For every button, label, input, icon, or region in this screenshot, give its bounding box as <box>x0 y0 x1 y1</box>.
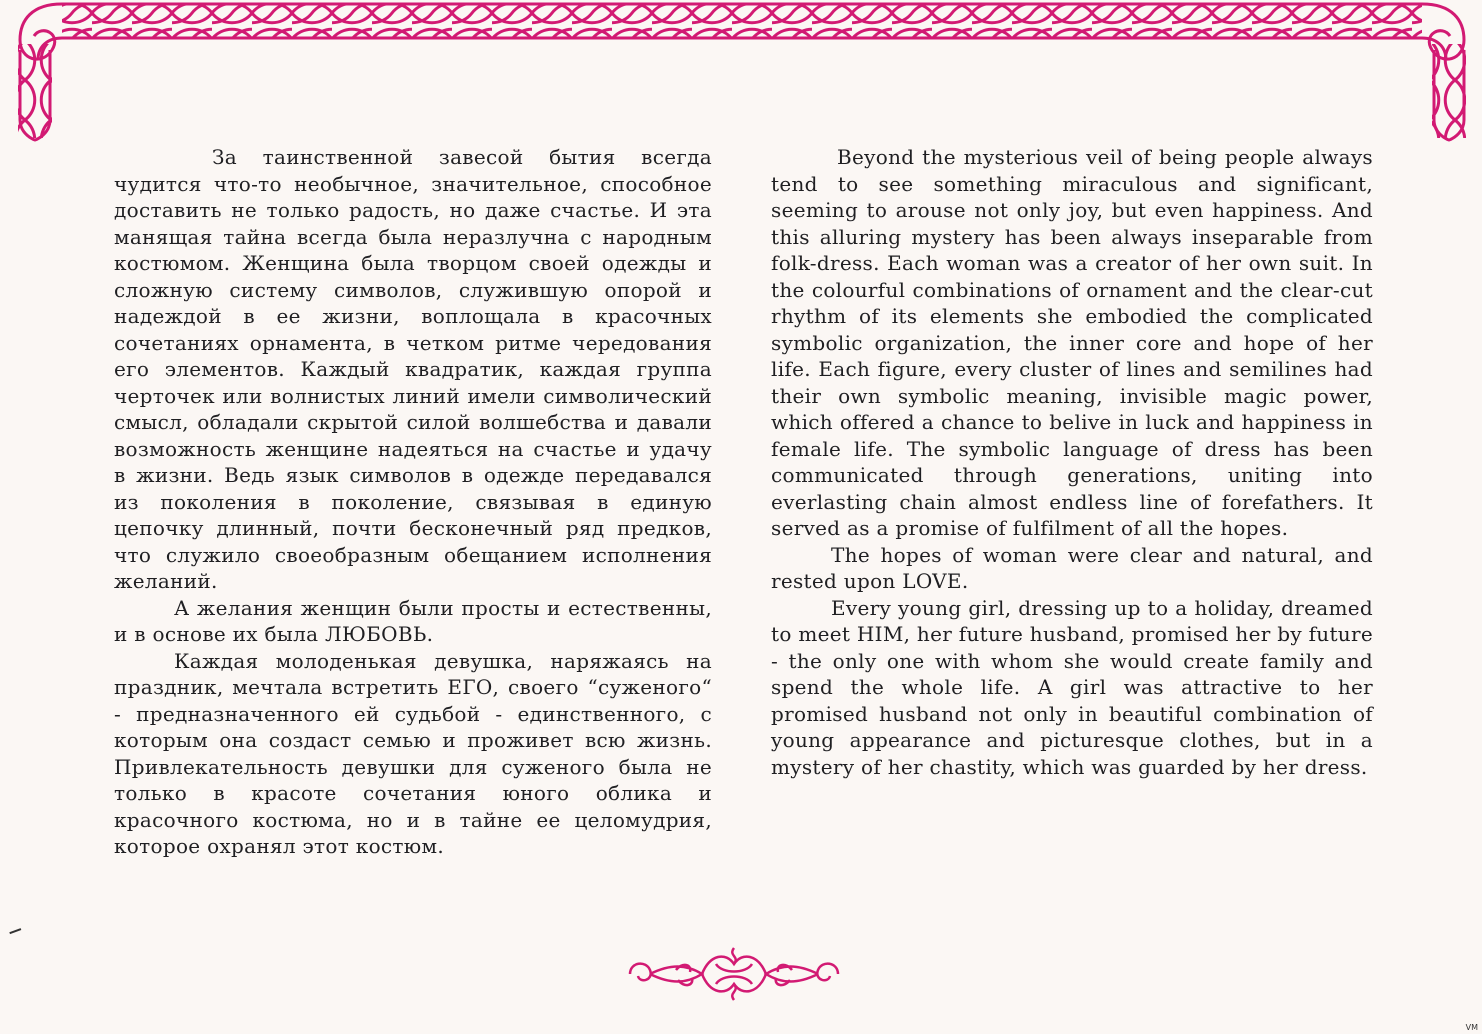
english-paragraph-1: Beyond the mysterious veil of being people always tend to see something miraculous and significant, seeming to arouse not only joy, but even happiness. And this alluring mystery has been always inseparable from folk-dress. Each woman was a creator of her own suit. In the colourful combinations of ornament and the clear-cut rhythm of its elements she embodied the complicated symbolic organization, the inner core and hope of her life. Each figure, every cluster of lines and semilines had their own symbolic meaning, invisible magic power, which offered a chance to belive in luck and happiness in female life. The symbolic language of dress has been communicated through generations, uniting into everlasting chain almost endless line of forefathers. It served as a promise of fulfilment of all the hopes. <box>771 145 1373 540</box>
corner-mark: VM <box>1465 1023 1478 1032</box>
russian-text-column <box>114 144 712 860</box>
knotwork-border-icon <box>12 0 1472 145</box>
scan-mark <box>9 928 22 938</box>
english-paragraph-2: The hopes of woman were clear and natural, and rested upon LOVE. <box>771 542 1373 593</box>
russian-paragraph-2: А желания женщин были просты и естественны, и в основе их была ЛЮБОВЬ. <box>114 595 712 646</box>
flourish-knot-icon <box>626 944 842 1004</box>
russian-paragraph-1: За таинственной завесой бытия всегда чудится что-то необычное, значительное, способное доставить не только радость, но даже счастье. И эта манящая тайна всегда была неразлучна с народным костюмом. Женщина была творцом своей одежды и сложную систему символов, служившую опорой и надеждой в ее жизни, воплощала в красочных сочетаниях орнамента, в четком ритме чередования его элементов. Каждый квадратик, каждая группа черточек или волнистых линий имели символический смысл, обладали скрытой силой волшебства и давали возможность женщине надеяться на счастье и удачу в жизни. Ведь язык символов в одежде передавался из поколения в поколение, связывая в единую цепочку длинный, почти бесконечный ряд предков, что служило своеобразным обещанием исполнения желаний. <box>114 145 712 593</box>
russian-paragraph-3: Каждая молоденькая девушка, наряжаясь на праздник, мечтала встретить ЕГО, своего “суженого“ - предназначенного ей судьбой - единственного, с которым она создаст семью и проживет всю жизнь. Привлекательность девушки для суженого была не только в красоте сочетания юного облика и красочного костюма, но и в тайне ее целомудрия, которое охранял этот костюм. <box>114 648 712 858</box>
english-text-column <box>771 144 1373 780</box>
english-paragraph-3: Every young girl, dressing up to a holiday, dreamed to meet HIM, her future husband, promised her by future - the only one with whom she would create family and spend the whole life. A girl was attractive to her promised husband not only in beautiful combination of young appearance and picturesque clothes, but in a mystery of her chastity, which was guarded by her dress. <box>771 595 1373 779</box>
